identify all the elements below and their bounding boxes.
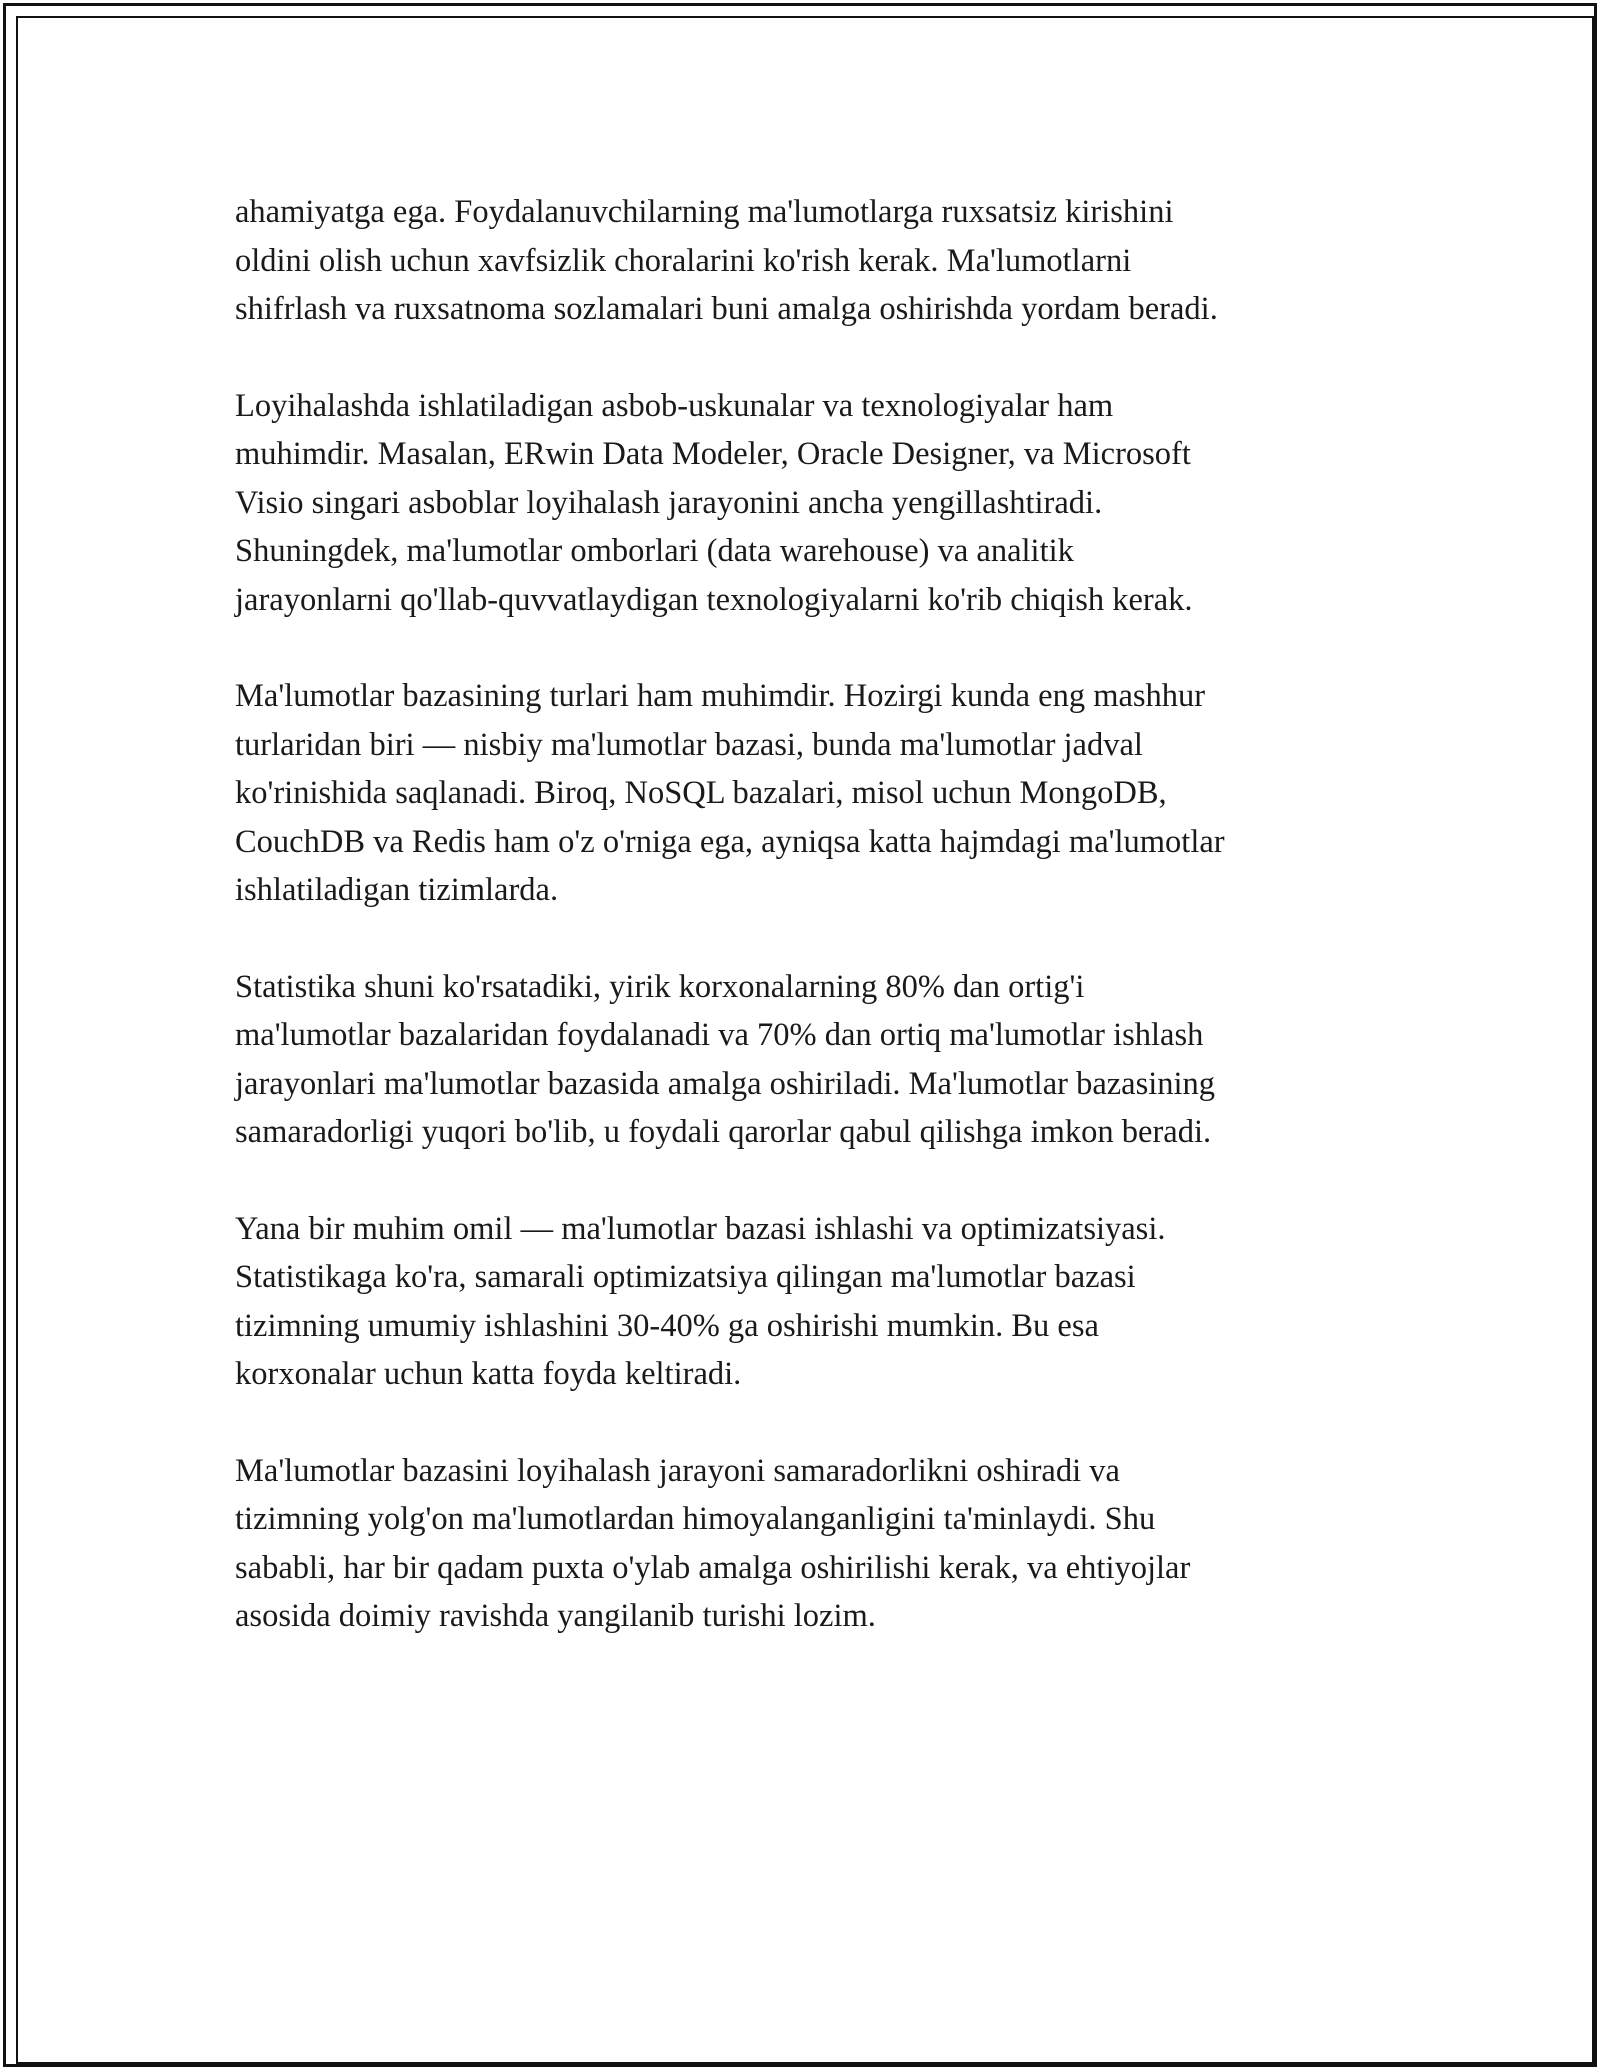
document-body xyxy=(235,188,1365,1689)
text-line: Statistikaga ko'ra, samarali optimizatsiya qilingan ma'lumotlar bazasi xyxy=(235,1259,1136,1295)
text-line: korxonalar uchun katta foyda keltiradi. xyxy=(235,1356,742,1392)
text-line: muhimdir. Masalan, ERwin Data Modeler, Oracle Designer, va Microsoft xyxy=(235,436,1191,472)
text-line: Ma'lumotlar bazasini loyihalash jarayoni samaradorlikni oshiradi va xyxy=(235,1452,1120,1489)
text-line: ahamiyatga ega. Foydalanuvchilarning ma'lumotlarga ruxsatsiz kirishini xyxy=(235,194,1174,230)
text-line: ko'rinishida saqlanadi. Biroq, NoSQL bazalari, misol uchun MongoDB, xyxy=(235,775,1167,811)
text-line: asosida doimiy ravishda yangilanib turishi lozim. xyxy=(235,1598,876,1634)
text-line: turlaridan biri — nisbiy ma'lumotlar bazasi, bunda ma'lumotlar jadval xyxy=(235,726,1143,763)
text-line: ishlatiladigan tizimlarda. xyxy=(235,872,559,908)
text-line: jarayonlarni qo'llab-quvvatlaydigan texnologiyalarni ko'rib chiqish kerak. xyxy=(235,581,1193,618)
text-line: sababli, har bir qadam puxta o'ylab amalga oshirilishi kerak, va ehtiyojlar xyxy=(235,1549,1191,1586)
text-line: Loyihalashda ishlatiladigan asbob-uskunalar va texnologiyalar ham xyxy=(235,387,1114,424)
text-line: shifrlash va ruxsatnoma sozlamalari buni amalga oshirishda yordam beradi. xyxy=(235,291,1218,327)
text-line: ma'lumotlar bazalaridan foydalanadi va 70% dan ortiq ma'lumotlar ishlash xyxy=(235,1017,1204,1053)
text-line: samaradorligi yuqori bo'lib, u foydali qarorlar qabul qilishga imkon beradi. xyxy=(235,1114,1212,1150)
paragraph-database-types xyxy=(235,672,1365,915)
text-line: Shuningdek, ma'lumotlar omborlari (data warehouse) va analitik xyxy=(235,533,1074,569)
text-line: tizimning umumiy ishlashini 30-40% ga oshirishi mumkin. Bu esa xyxy=(235,1307,1099,1344)
text-line: Visio singari asboblar loyihalash jarayonini ancha yengillashtiradi. xyxy=(235,484,1103,521)
paragraph-statistics xyxy=(235,963,1365,1157)
text-line: CouchDB va Redis ham o'z o'rniga ega, ayniqsa katta hajmdagi ma'lumotlar xyxy=(235,823,1225,860)
paragraph-security xyxy=(235,188,1365,334)
paragraph-tools xyxy=(235,382,1365,625)
text-line: jarayonlari ma'lumotlar bazasida amalga oshiriladi. Ma'lumotlar bazasining xyxy=(235,1065,1216,1102)
paragraph-optimization xyxy=(235,1205,1365,1399)
text-line: Ma'lumotlar bazasining turlari ham muhimdir. Hozirgi kunda eng mashhur xyxy=(235,678,1206,714)
text-line: Statistika shuni ko'rsatadiki, yirik korxonalarning 80% dan ortig'i xyxy=(235,968,1085,1005)
paragraph-conclusion xyxy=(235,1447,1365,1641)
text-line: oldini olish uchun xavfsizlik choralarini ko'rish kerak. Ma'lumotlarni xyxy=(235,242,1132,279)
text-line: Yana bir muhim omil — ma'lumotlar bazasi ishlashi va optimizatsiyasi. xyxy=(235,1210,1166,1247)
text-line: tizimning yolg'on ma'lumotlardan himoyalanganligini ta'minlaydi. Shu xyxy=(235,1501,1156,1537)
